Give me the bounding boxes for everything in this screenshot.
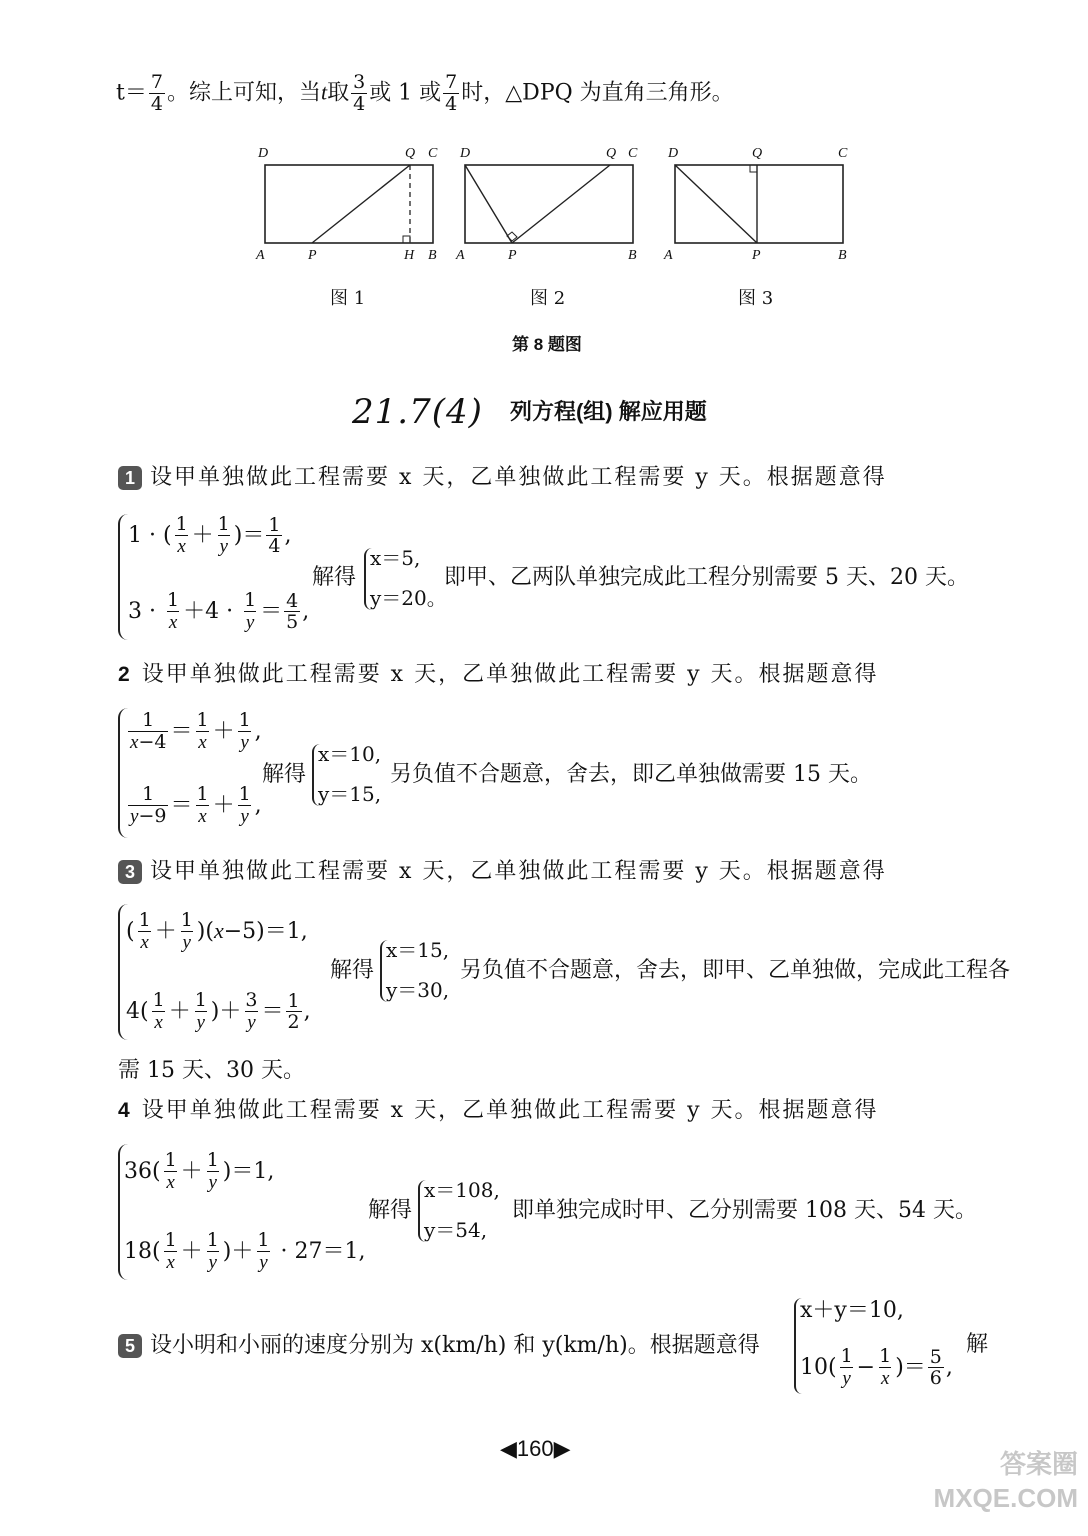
fig3-caption: 图 3	[738, 288, 774, 309]
fraction: $\frac{7}{4}$	[150, 71, 163, 115]
top-conclusion-line: t＝ $\frac{7}{4}$ 。综上可知，当t取 $\frac{3}{4}$ 或 1 或 $\frac{7}{4}$ 时，△DPQ 为直角三角形。	[116, 71, 734, 115]
equation: $\frac{1}{y-9}$ ＝ $\frac{1}{x}$ ＋ $\frac{1}{y}$ ,	[130, 783, 262, 827]
fraction: $\frac{7}{4}$	[445, 71, 458, 115]
solution-x: x＝10,	[318, 742, 382, 766]
solve-label: 解得	[312, 565, 357, 590]
fig2-label-b: B	[628, 248, 637, 263]
conclusion: 另负值不合题意，舍去，即甲、乙单独做，完成此工程各	[460, 958, 1011, 983]
solution-y: y＝20。	[370, 586, 447, 610]
equation: $\frac{1}{x-4}$ ＝ $\frac{1}{x}$ ＋ $\frac{1}{y}$ ,	[130, 709, 262, 753]
section-number: 21.7(4)	[352, 392, 483, 432]
section-title: 列方程(组) 解应用题	[509, 399, 707, 424]
t-prefix: t＝	[116, 80, 147, 106]
conclusion: 即单独完成时甲、乙分别需要 108 天、54 天。	[512, 1198, 977, 1223]
solve-label: 解得	[262, 762, 307, 787]
solve-tail: 解	[966, 1332, 989, 1357]
equation-2: 10( $\frac{1}{y}$ − $\frac{1}{x}$ )＝ $\frac{5}{6}$ ,	[800, 1345, 953, 1390]
fig2-label-p: P	[508, 248, 517, 263]
solve-label: 解得	[368, 1198, 413, 1223]
fig3-segment-dp	[675, 165, 757, 243]
figures-svg	[250, 140, 870, 270]
fig3-label-a: A	[664, 248, 673, 263]
fig1-rectangle	[265, 165, 433, 243]
conclusion: 另负值不合题意，舍去，即乙单独做需要 15 天。	[390, 762, 872, 787]
fig3-label-d: D	[668, 146, 679, 161]
fig3-rectangle	[675, 165, 843, 243]
problem-number: 4	[118, 1099, 130, 1122]
equation: 3 · $\frac{1}{x}$ ＋4 · $\frac{1}{y}$ ＝ $\frac{4}{5}$ ,	[128, 589, 310, 634]
fig2-segment-dp	[465, 165, 512, 243]
equation: 18( $\frac{1}{x}$ ＋ $\frac{1}{y}$ )＋ $\frac{1}{y}$ · 27＝1,	[124, 1229, 366, 1273]
watermark-logo: 答案圈 MXQE.COM	[933, 1449, 1078, 1513]
problem-3-intro: 3 设甲单独做此工程需要 x 天，乙单独做此工程需要 y 天。根据题意得	[118, 860, 887, 884]
problem-badge: 1	[118, 466, 142, 490]
problem-number: 2	[118, 663, 130, 686]
equation: ( $\frac{1}{x}$ ＋ $\frac{1}{y}$ )(x−5)＝1,	[126, 909, 308, 953]
fig1-caption: 图 1	[330, 288, 366, 309]
problem-badge: 5	[118, 1334, 142, 1358]
fig3-label-q: Q	[752, 146, 763, 161]
solve-label: 解得	[330, 958, 375, 983]
brace	[118, 514, 128, 640]
fig2-caption: 图 2	[530, 288, 566, 309]
solution-x: x＝5,	[370, 546, 421, 570]
left-arrow-icon: ◀	[500, 1436, 517, 1461]
fig1-segment-pq	[312, 165, 410, 243]
fig2-segment-pq	[512, 165, 610, 243]
solution-y: y＝30,	[386, 978, 450, 1002]
section-heading	[352, 392, 707, 432]
figure-group-caption: 第 8 题图	[512, 335, 582, 354]
fraction: $\frac{3}{4}$	[353, 71, 366, 115]
solution-y: y＝54,	[424, 1218, 488, 1242]
problem-2-intro: 2 设甲单独做此工程需要 x 天，乙单独做此工程需要 y 天。根据题意得	[118, 662, 879, 687]
fig1-label-c: C	[428, 146, 438, 161]
fig3-right-angle-mark	[750, 165, 757, 172]
solution-x: x＝15,	[386, 938, 450, 962]
fig2-label-q: Q	[606, 146, 617, 161]
fig1-label-q: Q	[405, 146, 416, 161]
page-number: ◀160▶	[500, 1436, 571, 1461]
fig3-label-c: C	[838, 146, 848, 161]
equation: 4( $\frac{1}{x}$ ＋ $\frac{1}{y}$ )＋ $\frac{3}{y}$ ＝ $\frac{1}{2}$ ,	[126, 989, 311, 1034]
solution-x: x＝108,	[424, 1178, 500, 1202]
fig3-label-b: B	[838, 248, 847, 263]
fig2-label-a: A	[456, 248, 465, 263]
problem-badge: 3	[118, 860, 142, 884]
problem-1-intro: 1 设甲单独做此工程需要 x 天，乙单独做此工程需要 y 天。根据题意得	[118, 466, 887, 490]
fig3-label-p: P	[752, 248, 761, 263]
solution-y: y＝15,	[318, 782, 382, 806]
fig2-label-d: D	[460, 146, 471, 161]
equation: 1 · ( $\frac{1}{x}$ ＋ $\frac{1}{y}$ )＝ $\frac{1}{4}$ ,	[128, 513, 292, 558]
equation-1: x＋y＝10,	[800, 1298, 904, 1323]
problem-4-intro: 4 设甲单独做此工程需要 x 天，乙单独做此工程需要 y 天。根据题意得	[118, 1098, 879, 1123]
fig1-label-p: P	[308, 248, 317, 263]
fig2-label-c: C	[628, 146, 638, 161]
fig1-label-h: H	[404, 248, 415, 263]
fig2-rectangle	[465, 165, 633, 243]
fig1-label-b: B	[428, 248, 437, 263]
right-arrow-icon: ▶	[553, 1436, 571, 1461]
problem-5-intro: 5 设小明和小丽的速度分别为 x(km/h) 和 y(km/h)。根据题意得	[118, 1334, 760, 1358]
fig1-label-a: A	[256, 248, 265, 263]
conclusion: 即甲、乙两队单独完成此工程分别需要 5 天、20 天。	[444, 565, 969, 590]
fig1-label-d: D	[258, 146, 269, 161]
equation: 36( $\frac{1}{x}$ ＋ $\frac{1}{y}$ )＝1,	[124, 1149, 275, 1193]
conclusion-tail: 需 15 天、30 天。	[118, 1058, 305, 1083]
fig1-right-angle-mark	[403, 236, 410, 243]
